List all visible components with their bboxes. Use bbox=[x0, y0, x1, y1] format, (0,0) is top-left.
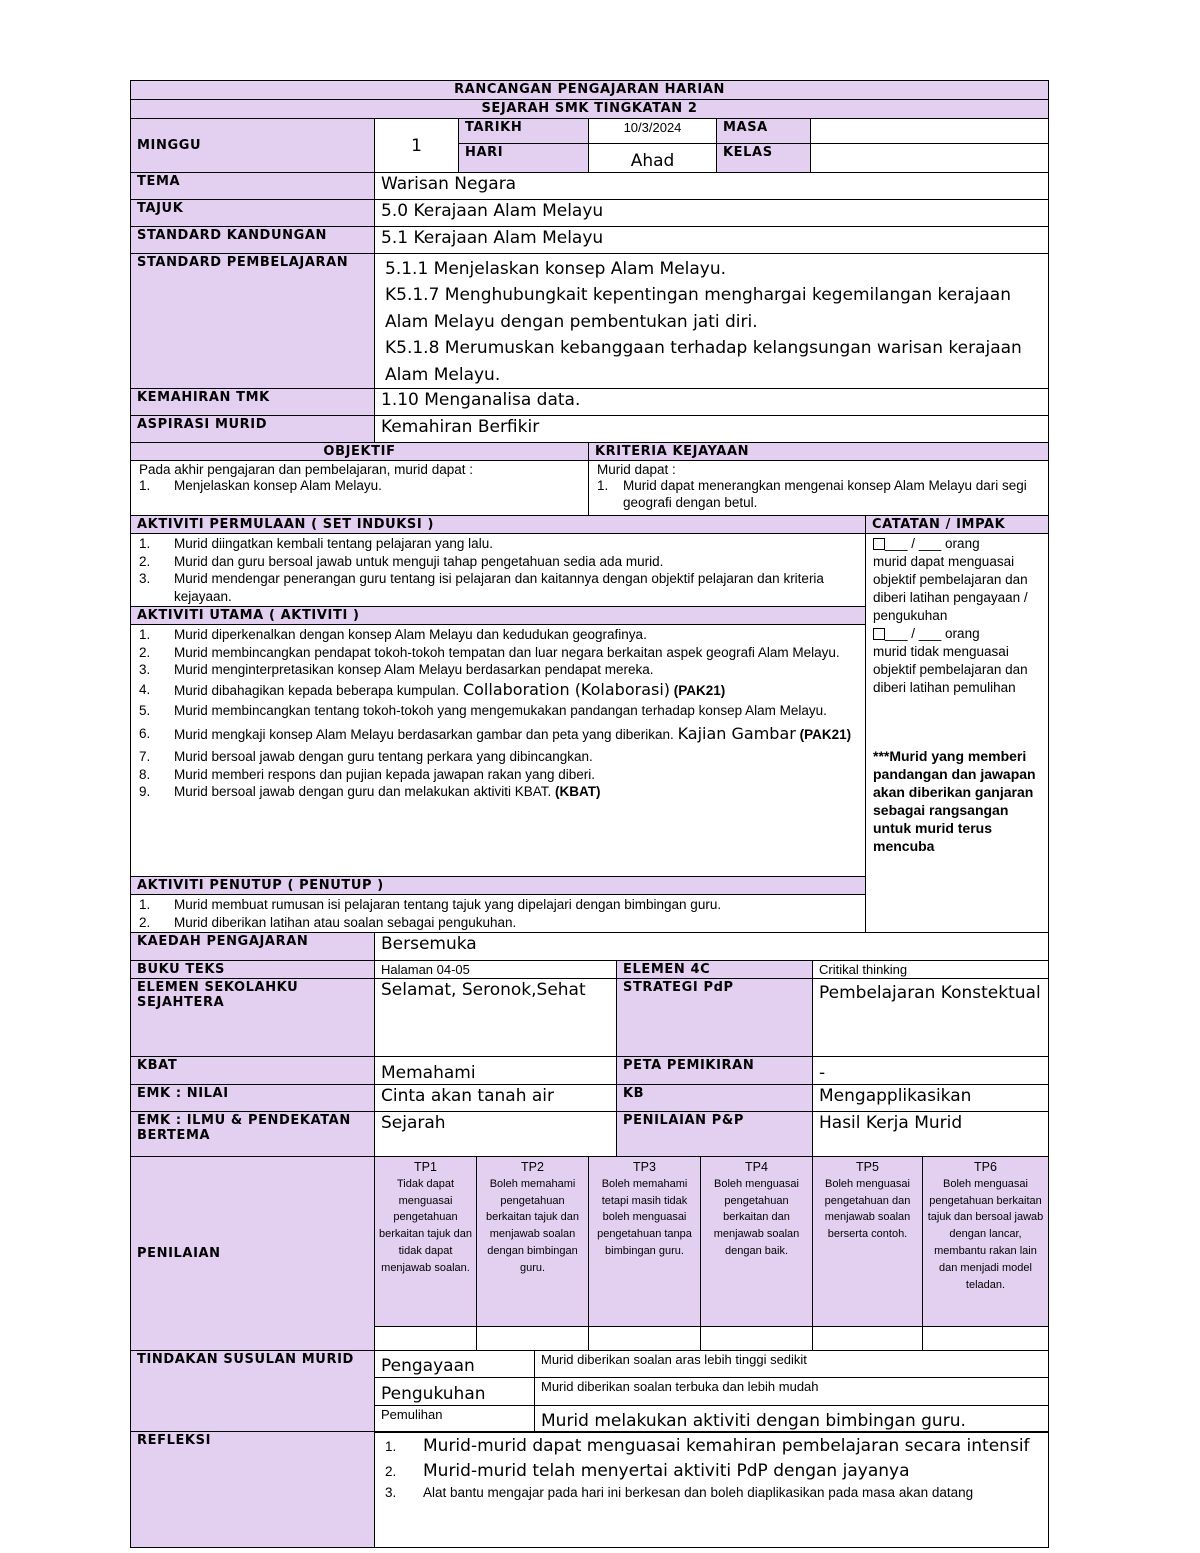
standard-pembelajaran-list bbox=[385, 256, 1042, 389]
tp-score-cell[interactable] bbox=[477, 1327, 589, 1351]
tp-cell: TP2 Boleh memahami pengetahuan berkaitan tajuk dan menjawab soalan dengan bimbingan guru. bbox=[477, 1157, 589, 1327]
kb-label: KB bbox=[617, 1084, 813, 1111]
list-item: 3. Alat bantu mengajar pada hari ini berkesan dan boleh diaplikasikan pada masa akan datang bbox=[385, 1485, 974, 1500]
kelas-label: KELAS bbox=[717, 144, 811, 173]
list-item: 9. Murid bersoal jawab dengan guru dan melakukan aktiviti KBAT. (KBAT) bbox=[139, 784, 601, 799]
list-item: 2. Murid diberikan latihan atau soalan sebagai pengukuhan. bbox=[139, 914, 517, 930]
objective-table bbox=[130, 442, 1049, 517]
susulan-name: Pemulihan bbox=[375, 1405, 535, 1432]
page-subtitle: SEJARAH SMK TINGKATAN 2 bbox=[131, 100, 1049, 119]
list-item: 2. Murid-murid telah menyertai aktiviti PdP dengan jayanya bbox=[385, 1461, 910, 1481]
hari-label: HARI bbox=[459, 144, 589, 173]
kelas-value bbox=[811, 144, 1049, 173]
tajuk-label: TAJUK bbox=[131, 199, 375, 226]
strategi-value: Pembelajaran Konstektual bbox=[813, 978, 1049, 1056]
standard-kandungan-value: 5.1 Kerajaan Alam Melayu bbox=[375, 226, 1049, 253]
list-item: 8. Murid memberi respons dan pujian kepada jawapan rakan yang diberi. bbox=[139, 766, 595, 782]
aspirasi-value: Kemahiran Berfikir bbox=[375, 416, 1049, 443]
header-table bbox=[130, 80, 1049, 173]
elemen4c-label: ELEMEN 4C bbox=[617, 960, 813, 978]
tarikh-label: TARIKH bbox=[459, 119, 589, 144]
susulan-name: Pengayaan bbox=[375, 1350, 535, 1377]
minggu-label: MINGGU bbox=[131, 119, 375, 173]
susulan-table bbox=[130, 1350, 1049, 1433]
masa-label: MASA bbox=[717, 119, 811, 144]
tp-cell: TP5 Boleh menguasai pengetahuan dan menjawab soalan berserta contoh. bbox=[813, 1157, 923, 1327]
hari-value: Ahad bbox=[589, 144, 717, 173]
kaedah-label: KAEDAH PENGAJARAN bbox=[131, 932, 375, 960]
objektif-intro: Pada akhir pengajaran dan pembelajaran, murid dapat : bbox=[139, 461, 473, 477]
lesson-plan-sheet bbox=[130, 80, 1048, 1548]
bottom-table bbox=[130, 932, 1049, 1158]
catatan-text-1: murid dapat menguasai objektif pembelajaran dan diberi latihan pengayaan / pengukuhan bbox=[873, 554, 1028, 623]
tema-label: TEMA bbox=[131, 172, 375, 199]
list-item: 1. Murid-murid dapat menguasai kemahiran pembelajaran secara intensif bbox=[385, 1436, 1030, 1456]
kriteria-heading: KRITERIA KEJAYAAN bbox=[589, 442, 1049, 460]
tp-cell: TP3 Boleh memahami tetapi masih tidak boleh menguasai pengetahuan tanpa bimbingan guru. bbox=[589, 1157, 701, 1327]
list-item: 1. Murid dapat menerangkan mengenai konsep Alam Melayu dari segi geografi dengan betul. bbox=[597, 477, 1027, 510]
peta-label: PETA PEMIKIRAN bbox=[617, 1056, 813, 1084]
minggu-value: 1 bbox=[375, 119, 459, 173]
catatan-text-2: murid tidak menguasai objektif pembelajaran dan diberi latihan pemulihan bbox=[873, 644, 1028, 695]
tp-score-cell[interactable] bbox=[923, 1327, 1049, 1351]
refleksi-list bbox=[385, 1434, 1040, 1502]
standard-pembelajaran-label: STANDARD PEMBELAJARAN bbox=[131, 253, 375, 389]
list-item: 1. Murid membuat rumusan isi pelajaran tentang tajuk yang dipelajari dengan bimbingan guru. bbox=[139, 897, 722, 912]
list-item: 7. Murid bersoal jawab dengan guru tentang perkara yang dibincangkan. bbox=[139, 749, 593, 764]
list-item: 1. Menjelaskan konsep Alam Melayu. bbox=[139, 477, 382, 493]
page-title: RANCANGAN PENGAJARAN HARIAN bbox=[131, 81, 1049, 100]
catatan-line-2: ___ / ___ orang bbox=[873, 625, 1041, 643]
penilaian-label: PENILAIAN bbox=[131, 1157, 375, 1351]
objektif-heading: OBJEKTIF bbox=[131, 442, 589, 460]
tarikh-value: 10/3/2024 bbox=[589, 119, 717, 144]
susulan-label: TINDAKAN SUSULAN MURID bbox=[131, 1350, 375, 1432]
standard-kandungan-label: STANDARD KANDUNGAN bbox=[131, 226, 375, 253]
aspirasi-label: ASPIRASI MURID bbox=[131, 416, 375, 443]
catatan-heading: CATATAN / IMPAK bbox=[866, 516, 1049, 534]
tp-score-cell[interactable] bbox=[589, 1327, 701, 1351]
kb-value: Mengapplikasikan bbox=[813, 1084, 1049, 1111]
list-item: 3. Murid mendengar penerangan guru tentang isi pelajaran dan kaitannya dengan objektif pelajaran dan kriteria kejayaan. bbox=[139, 571, 824, 604]
tp-score-cell[interactable] bbox=[375, 1327, 477, 1351]
fields-table bbox=[130, 172, 1049, 444]
list-item: 1. Murid diingatkan kembali tentang pelajaran yang lalu. bbox=[139, 536, 493, 551]
peta-value: - bbox=[813, 1056, 1049, 1084]
sp-line: 5.1.1 Menjelaskan konsep Alam Melayu. bbox=[385, 258, 727, 279]
kbat-value: Memahami bbox=[375, 1056, 617, 1084]
tp-score-cell[interactable] bbox=[701, 1327, 813, 1351]
permulaan-heading: AKTIVITI PERMULAAN ( SET INDUKSI ) bbox=[131, 516, 866, 534]
susulan-desc: Murid diberikan soalan terbuka dan lebih mudah bbox=[535, 1377, 1049, 1405]
tp-cell: TP6 Boleh menguasai pengetahuan berkaitan tajuk dan bersoal jawab dengan lancar, membantu rakan lain dan menjadi model teladan. bbox=[923, 1157, 1049, 1327]
tmk-value: 1.10 Menganalisa data. bbox=[375, 389, 1049, 416]
strategi-label: STRATEGI PdP bbox=[617, 978, 813, 1056]
ilmu-label: EMK : ILMU & PENDEKATAN BERTEMA bbox=[131, 1111, 375, 1157]
kriteria-intro: Murid dapat : bbox=[597, 461, 676, 477]
list-item: 1. Murid diperkenalkan dengan konsep Alam Melayu dan kedudukan geografinya. bbox=[139, 627, 647, 642]
tmk-label: KEMAHIRAN TMK bbox=[131, 389, 375, 416]
refleksi-table bbox=[130, 1431, 1049, 1548]
susulan-name: Pengukuhan bbox=[375, 1377, 535, 1405]
ilmu-value: Sejarah bbox=[375, 1111, 617, 1157]
utama-heading: AKTIVITI UTAMA ( AKTIVITI ) bbox=[131, 607, 866, 625]
susulan-desc: Murid melakukan aktiviti dengan bimbingan guru. bbox=[535, 1405, 1049, 1432]
penutup-list bbox=[139, 896, 857, 931]
sekolahku-label: ELEMEN SEKOLAHKU SEJAHTERA bbox=[131, 978, 375, 1056]
kriteria-list bbox=[597, 477, 1040, 512]
utama-list bbox=[139, 626, 857, 801]
permulaan-list bbox=[139, 535, 857, 605]
catatan-line-1: ___ / ___ orang bbox=[873, 535, 1041, 553]
penutup-heading: AKTIVITI PENUTUP ( PENUTUP ) bbox=[131, 877, 866, 895]
list-item: 6. Murid mengkaji konsep Alam Melayu berdasarkan gambar dan peta yang diberikan. Kajian Gambar (PAK21) bbox=[139, 724, 852, 743]
sp-line: K5.1.8 Merumuskan kebanggaan terhadap kelangsungan warisan kerajaan Alam Melayu. bbox=[385, 338, 1022, 385]
tema-value: Warisan Negara bbox=[375, 172, 1049, 199]
penilaianpp-label: PENILAIAN P&P bbox=[617, 1111, 813, 1157]
masa-value bbox=[811, 119, 1049, 144]
catatan-panel bbox=[866, 534, 1049, 933]
penilaian-table bbox=[130, 1156, 1049, 1351]
penilaianpp-value: Hasil Kerja Murid bbox=[813, 1111, 1049, 1157]
refleksi-label: REFLEKSI bbox=[131, 1432, 375, 1548]
tp-score-cell[interactable] bbox=[813, 1327, 923, 1351]
list-item: 4. Murid dibahagikan kepada beberapa kumpulan. Collaboration (Kolaborasi) (PAK21) bbox=[139, 679, 726, 699]
list-item: 2. Murid dan guru bersoal jawab untuk menguji tahap pengetahuan sedia ada murid. bbox=[139, 553, 664, 569]
checkbox-icon[interactable] bbox=[873, 538, 885, 550]
tp-cell: TP1 Tidak dapat menguasai pengetahuan berkaitan tajuk dan tidak dapat menjawab soalan. bbox=[375, 1157, 477, 1327]
nilai-label: EMK : NILAI bbox=[131, 1084, 375, 1111]
kaedah-value: Bersemuka bbox=[375, 932, 1049, 960]
list-item: 2. Murid membincangkan pendapat tokoh-tokoh tempatan dan luar negara berkaitan aspek geografi Alam Melayu. bbox=[139, 644, 840, 660]
list-item: 3. Murid menginterpretasikan konsep Alam Melayu berdasarkan pendapat mereka. bbox=[139, 662, 654, 677]
objektif-list bbox=[139, 477, 580, 495]
buku-value: Halaman 04-05 bbox=[375, 960, 617, 978]
kbat-label: KBAT bbox=[131, 1056, 375, 1084]
catatan-note: ***Murid yang memberi pandangan dan jawapan akan diberikan ganjaran sebagai rangsangan untuk murid terus mencuba bbox=[873, 748, 1036, 854]
list-item: 5. Murid membincangkan tentang tokoh-tokoh yang mengemukakan pandangan terhadap konsep Alam Melayu. bbox=[139, 702, 827, 718]
elemen4c-value: Critikal thinking bbox=[813, 960, 1049, 978]
tajuk-value: 5.0 Kerajaan Alam Melayu bbox=[375, 199, 1049, 226]
tp-cell: TP4 Boleh menguasai pengetahuan berkaitan dan menjawab soalan dengan baik. bbox=[701, 1157, 813, 1327]
sekolahku-value: Selamat, Seronok,Sehat bbox=[375, 978, 617, 1056]
susulan-desc: Murid diberikan soalan aras lebih tinggi sedikit bbox=[535, 1350, 1049, 1377]
nilai-value: Cinta akan tanah air bbox=[375, 1084, 617, 1111]
checkbox-icon[interactable] bbox=[873, 628, 885, 640]
activities-table bbox=[130, 515, 1049, 933]
buku-label: BUKU TEKS bbox=[131, 960, 375, 978]
sp-line: K5.1.7 Menghubungkait kepentingan menghargai kegemilangan kerajaan Alam Melayu dengan pembentukan jati diri. bbox=[385, 285, 1011, 332]
